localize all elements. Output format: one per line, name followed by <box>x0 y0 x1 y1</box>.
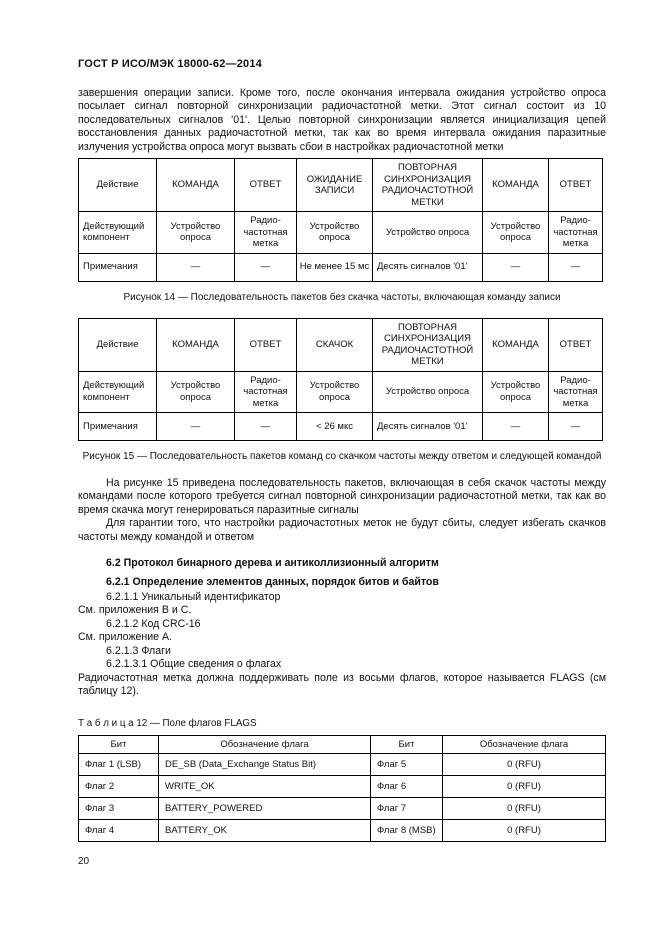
section-item-6-2-1-2: 6.2.1.2 Код CRC-16 <box>106 617 201 630</box>
cell: Радио-частотная метка <box>549 371 603 413</box>
table-row <box>79 754 606 776</box>
cell: Устройство опроса <box>373 212 483 254</box>
section-item-6-2-1-3: 6.2.1.3 Флаги <box>106 644 171 657</box>
figure15-table <box>78 318 603 442</box>
table-header-row <box>79 159 603 212</box>
cell: Десять сигналов '01' <box>373 413 483 441</box>
paragraph-after-fig15: На рисунке 15 приведена последовательность пакетов, включающая в себя скачок частоты между командами после которого требуется сигнал повторной синхронизации радиочастотной метки, так как во время скачка могут генерироваться паразитные сигналы <box>78 477 606 516</box>
row-label-cell: Примечания <box>79 253 157 281</box>
paragraph-avoid-hops: Для гарантии того, что настройки радиочастотных меток не будут сбиты, следует избегать скачков частоты между командой и ответом <box>78 517 606 543</box>
table-row <box>79 820 606 842</box>
cell: Флаг 6 <box>371 776 443 798</box>
cell: Флаг 4 <box>79 820 159 842</box>
section-item-6-2-1-3-1: 6.2.1.3.1 Общие сведения о флагах <box>106 658 282 671</box>
header-cell: ОТВЕТ <box>549 159 603 212</box>
cell: Не менее 15 мс <box>297 253 373 281</box>
paragraph-intro: завершения операции записи. Кроме того, после окончания интервала ожидания устройство опроса посылает сигнал повторной синхронизации радиочастотной метки. Этот сигнал состоит из 10 последовательных сигналов '01'. Целью повторной синхронизации является инициализация цепей восстановления данных радиочастотной метки, так как во время интервала ожидания паразитные излучения устройства опроса могут вызвать сбои в настройках радиочастотной метки <box>78 87 606 153</box>
cell: — <box>235 253 297 281</box>
row-label-cell: Действующий компонент <box>79 212 157 254</box>
cell: Устройство опроса <box>483 212 549 254</box>
cell: Устройство опроса <box>297 371 373 413</box>
row-label-cell: Действующий компонент <box>79 371 157 413</box>
header-cell: Бит <box>371 736 443 754</box>
header-cell: ОТВЕТ <box>549 318 603 371</box>
cell: — <box>157 413 235 441</box>
table-row <box>79 798 606 820</box>
cell: Устройство опроса <box>157 212 235 254</box>
header-cell: СКАЧОК <box>297 318 373 371</box>
doc-code-header: ГОСТ Р ИСО/МЭК 18000-62—2014 <box>78 58 262 70</box>
cell: < 26 мкс <box>297 413 373 441</box>
cell: DE_SB (Data_Exchange Status Bit) <box>159 754 371 776</box>
cell: Десять сигналов '01' <box>373 253 483 281</box>
table-row <box>79 212 603 254</box>
table12-caption: Т а б л и ц а 12 — Поле флагов FLAGS <box>78 718 257 730</box>
cell: Флаг 3 <box>79 798 159 820</box>
header-cell: КОМАНДА <box>157 159 235 212</box>
flags-intro-paragraph: Радиочастотная метка должна поддерживать поле из восьми флагов, которое называется FLAGS (см таблицу 12). <box>78 671 606 697</box>
table-header-row <box>79 736 606 754</box>
header-cell: ОЖИДАНИЕ ЗАПИСИ <box>297 159 373 212</box>
header-cell: Действие <box>79 159 157 212</box>
cell: 0 (RFU) <box>443 754 606 776</box>
table-row <box>79 371 603 413</box>
header-cell: ПОВТОРНАЯ СИНХРОНИЗАЦИЯ РАДИОЧАСТОТНОЙ МЕТКИ <box>373 159 483 212</box>
figure14-table <box>78 158 603 282</box>
table-header-row <box>79 318 603 371</box>
document-page <box>78 58 606 867</box>
section-item-6-2-1-1: 6.2.1.1 Уникальный идентификатор <box>106 591 281 604</box>
cell: Устройство опроса <box>373 371 483 413</box>
cell: Устройство опроса <box>157 371 235 413</box>
row-label-cell: Примечания <box>79 413 157 441</box>
cell: BATTERY_OK <box>159 820 371 842</box>
section-heading-6-2: 6.2 Протокол бинарного дерева и антиколлизионный алгоритм <box>106 557 439 570</box>
section-items <box>78 591 606 698</box>
figure14-caption: Рисунок 14 — Последовательность пакетов без скачка частоты, включающая команду записи <box>123 291 561 303</box>
table12-flags <box>78 735 606 842</box>
cell: — <box>549 413 603 441</box>
cell: — <box>483 253 549 281</box>
cell: — <box>549 253 603 281</box>
header-cell: Обозначение флага <box>159 736 371 754</box>
figure15-caption: Рисунок 15 — Последовательность пакетов команд со скачком частоты между ответом и следующей командой <box>82 451 602 463</box>
table-row <box>79 413 603 441</box>
cell: Флаг 8 (MSB) <box>371 820 443 842</box>
header-cell: КОМАНДА <box>157 318 235 371</box>
header-cell: Бит <box>79 736 159 754</box>
cell: 0 (RFU) <box>443 820 606 842</box>
see-annex-a: См. приложение А. <box>78 631 173 644</box>
page-number: 20 <box>78 856 90 868</box>
header-cell: Обозначение флага <box>443 736 606 754</box>
header-cell: Действие <box>79 318 157 371</box>
cell: Радио-частотная метка <box>549 212 603 254</box>
cell: WRITE_OK <box>159 776 371 798</box>
cell: Флаг 1 (LSB) <box>79 754 159 776</box>
cell: BATTERY_POWERED <box>159 798 371 820</box>
cell: Радио-частотная метка <box>235 212 297 254</box>
cell: — <box>235 413 297 441</box>
header-cell: КОМАНДА <box>483 159 549 212</box>
header-cell: КОМАНДА <box>483 318 549 371</box>
cell: Флаг 5 <box>371 754 443 776</box>
cell: Радио-частотная метка <box>235 371 297 413</box>
cell: Устройство опроса <box>297 212 373 254</box>
cell: 0 (RFU) <box>443 776 606 798</box>
cell: — <box>157 253 235 281</box>
table-row <box>79 253 603 281</box>
table-row <box>79 776 606 798</box>
cell: Флаг 7 <box>371 798 443 820</box>
header-cell: ОТВЕТ <box>235 318 297 371</box>
header-cell: ОТВЕТ <box>235 159 297 212</box>
header-cell: ПОВТОРНАЯ СИНХРОНИЗАЦИЯ РАДИОЧАСТОТНОЙ МЕТКИ <box>373 318 483 371</box>
cell: Устройство опроса <box>483 371 549 413</box>
cell: Флаг 2 <box>79 776 159 798</box>
cell: — <box>483 413 549 441</box>
cell: 0 (RFU) <box>443 798 606 820</box>
see-annex-bc: См. приложения В и С. <box>78 604 192 617</box>
section-heading-6-2-1: 6.2.1 Определение элементов данных, порядок битов и байтов <box>106 576 439 589</box>
